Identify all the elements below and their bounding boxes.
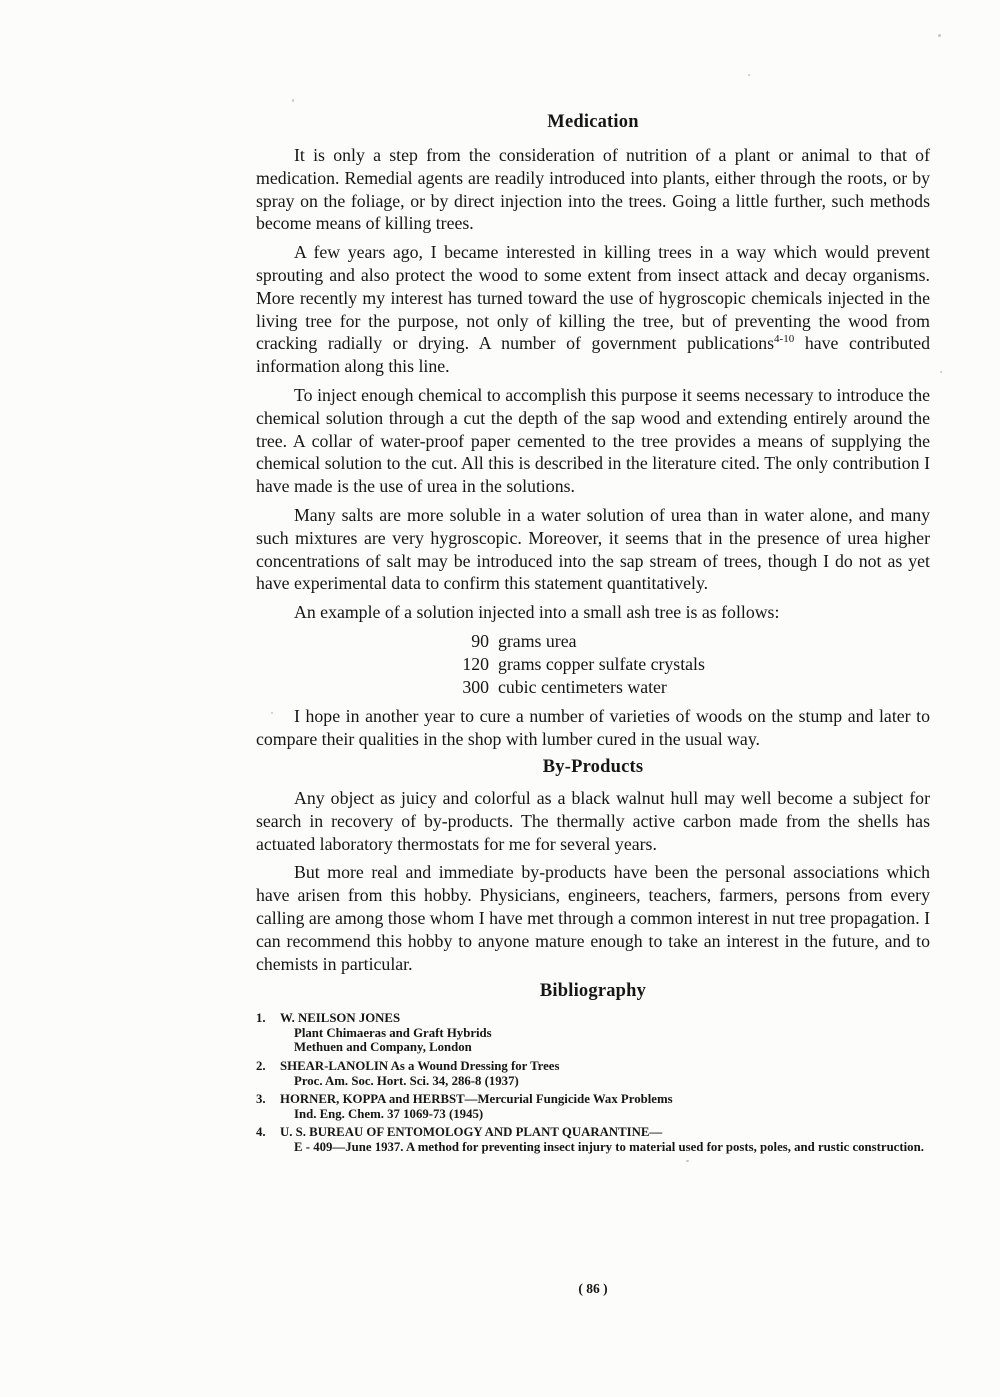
recipe-quantity: 300 — [462, 676, 489, 697]
bibliography-entry-title: SHEAR-LANOLIN As a Wound Dressing for Trees — [280, 1059, 560, 1074]
bibliography-entry-body — [280, 1011, 930, 1055]
bibliography-entry-number: 4. — [256, 1125, 266, 1140]
recipe-line-copper-sulfate — [443, 653, 930, 676]
bibliography-entry — [256, 1011, 930, 1055]
recipe-quantity: 120 — [462, 653, 489, 674]
medication-heading: Medication — [547, 112, 639, 132]
bibliography-entry-body — [280, 1059, 930, 1088]
recipe-item: grams copper sulfate crystals — [498, 653, 705, 674]
recipe-line-urea — [443, 630, 930, 653]
medication-paragraph-1: It is only a step from the consideration of nutrition of a plant or animal to that of medication. Remedial agents are readily introduced into plants, either through the roots, or by spray on the foliage, or by direct injection into the trees. Going a little further, such methods become means of killing trees. — [256, 145, 930, 234]
medication-paragraph-3: To inject enough chemical to accomplish this purpose it seems necessary to introduce the chemical solution through a cut the depth of the sap wood and extending entirely around the tree. A collar of water-proof paper cemented to the tree provides a means of supplying the chemical solution to the cut. All this is described in the literature cited. The only contribution I have made is the use of urea in the solutions. — [256, 384, 930, 497]
scan-artifact — [686, 1160, 689, 1162]
bibliography-entry-detail: Proc. Am. Soc. Hort. Sci. 34, 286-8 (1937) — [294, 1073, 519, 1088]
citation-superscript: 4-10 — [774, 333, 795, 346]
scan-artifact — [292, 99, 294, 102]
medication-paragraph-2 — [256, 241, 930, 378]
medication-paragraph-5: An example of a solution injected into a small ash tree is as follows: — [294, 602, 780, 623]
bibliography-entry-title: U. S. BUREAU OF ENTOMOLOGY AND PLANT QUARANTINE— — [280, 1125, 663, 1140]
by-products-heading: By-Products — [542, 756, 644, 777]
recipe-item: cubic centimeters water — [498, 676, 667, 697]
bibliography-entry-title: HORNER, KOPPA and HERBST—Mercurial Fungicide Wax Problems — [280, 1092, 673, 1107]
bibliography-entry-detail: Ind. Eng. Chem. 37 1069-73 (1945) — [294, 1106, 484, 1121]
recipe-item: grams urea — [498, 630, 577, 651]
bibliography-entry-number: 1. — [256, 1011, 266, 1026]
scan-artifact — [938, 34, 941, 37]
medication-paragraph-4: Many salts are more soluble in a water solution of urea than in water alone, and many such mixtures are very hygroscopic. Moreover, it seems that in the presence of urea higher concentrations of salt may be introduced into the sap stream of trees, though I do not as yet have experimental data to confirm this statement quantitatively. — [256, 504, 930, 594]
bibliography-entry-detail: Plant Chimaeras and Graft Hybrids — [294, 1025, 492, 1040]
recipe-quantity: 90 — [471, 630, 489, 651]
bibliography-entry-title: W. NEILSON JONES — [280, 1011, 401, 1026]
scan-artifact — [748, 74, 750, 76]
bibliography-entry-number: 3. — [256, 1092, 266, 1107]
by-products-paragraph-2: But more real and immediate by-products have been the personal associations which have arisen from this hobby. Physicians, engineers, teachers, farmers, persons from every calling are among those whom I have met through a common interest in nut tree propagation. I can recommend this hobby to anyone mature enough to take an interest in the future, and to chemists in particular. — [256, 862, 931, 974]
bibliography-entry — [256, 1092, 930, 1121]
bibliography-entry-detail: E - 409—June 1937. A method for preventing insect injury to material used for posts, poles, and rustic construction. — [294, 1140, 924, 1155]
scan-artifact — [940, 371, 942, 373]
scan-artifact — [271, 712, 273, 714]
paragraph-text: A few years ago, I became interested in killing trees in a way which would prevent sprouting and also protect the wood to some extent from insect attack and decay organisms. More recently my interest has turned toward the use of hygroscopic chemicals injected in the living tree for the purpose, not only of killing the tree, but of preventing the wood from cracking radially or drying. A number of government publications — [256, 242, 930, 354]
bibliography-entry-detail: Methuen and Company, London — [294, 1040, 472, 1055]
by-products-paragraph-1: Any object as juicy and colorful as a black walnut hull may well become a subject for search in recovery of by-products. The thermally active carbon made from the shells has actuated laboratory thermostats for me for several years. — [256, 787, 930, 854]
medication-paragraph-6: I hope in another year to cure a number of varieties of woods on the stump and later to compare their qualities in the shop with lumber cured in the usual way. — [256, 706, 930, 750]
bibliography-entry — [256, 1125, 930, 1154]
page-content — [256, 112, 930, 1159]
bibliography-list — [256, 1011, 930, 1154]
bibliography-entry-body — [280, 1092, 930, 1121]
solution-recipe-list — [443, 630, 930, 698]
bibliography-entry — [256, 1059, 930, 1088]
bibliography-heading: Bibliography — [539, 981, 647, 1002]
bibliography-entry-body — [280, 1125, 930, 1154]
paragraph-text: have contributed information along this line. — [256, 333, 930, 377]
page-number: ( 86 ) — [578, 1281, 608, 1296]
recipe-line-water — [443, 676, 930, 699]
bibliography-entry-number: 2. — [256, 1059, 266, 1074]
